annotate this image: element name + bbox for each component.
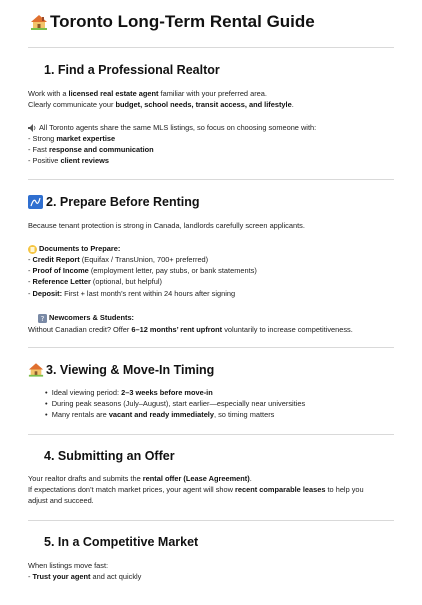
s1-intro-1: Work with a licensed real estate agent familiar with your preferred area. [28,89,267,98]
section-2-heading: 2. Prepare Before Renting [28,195,200,209]
s2-newcomers-label: ? Newcomers & Students: [38,313,134,323]
s3-bullet: • Ideal viewing period: 2–3 weeks before move-in [45,388,213,397]
title-text: Toronto Long-Term Rental Guide [50,12,315,31]
house-icon [28,362,44,377]
divider [28,520,394,521]
s2-doc-item: - Credit Report (Equifax / TransUnion, 700+ preferred) [28,255,209,264]
s5-line-1: When listings move fast: [28,561,109,570]
section-3-heading: 3. Viewing & Move-In Timing [28,362,214,377]
s2-intro: Because tenant protection is strong in Canada, landlords carefully screen applicants. [28,221,305,230]
map-icon [28,195,43,209]
s4-line-2: If expectations don’t match market prices, your agent will show recent comparable leases to help you [28,485,364,494]
s3-bullet: • Many rentals are vacant and ready immediately, so timing matters [45,410,275,419]
s2-doc-item: - Deposit: First + last month’s rent within 24 hours after signing [28,289,236,298]
s5-list-item: - Trust your agent and act quickly [28,572,142,581]
house-icon [30,14,48,30]
section-1-heading: 1. Find a Professional Realtor [44,63,220,77]
divider [28,434,394,435]
s1-list-item: - Fast response and communication [28,145,154,154]
s2-newcomers-text: Without Canadian credit? Offer 6–12 months’ rent upfront voluntarily to increase competitiveness. [28,325,353,334]
s1-list-item: - Positive client reviews [28,156,109,165]
divider [28,347,394,348]
s1-list-item: - Strong market expertise [28,134,116,143]
divider [28,47,394,48]
svg-text:?: ? [40,314,45,323]
s4-line-1: Your realtor drafts and submits the rental offer (Lease Agreement). [28,474,252,483]
s1-intro-2: Clearly communicate your budget, school needs, transit access, and lifestyle. [28,100,294,109]
document-icon [28,245,37,254]
s2-doc-item: - Proof of Income (employment letter, pay stubs, or bank statements) [28,266,257,275]
s3-bullet: • During peak seasons (July–August), start earlier—especially near universities [45,399,306,408]
s2-doc-item: - Reference Letter (optional, but helpful) [28,277,162,286]
s4-line-3: adjust and succeed. [28,496,94,505]
question-icon [38,314,47,323]
page-title [30,12,315,32]
speaker-icon [28,124,37,132]
section-5-heading: 5. In a Competitive Market [44,535,199,549]
s1-note: All Toronto agents share the same MLS listings, so focus on choosing someone with: [28,123,316,133]
section-4-heading: 4. Submitting an Offer [44,449,175,463]
divider [28,179,394,180]
s2-docs-label: Documents to Prepare: [28,244,120,254]
